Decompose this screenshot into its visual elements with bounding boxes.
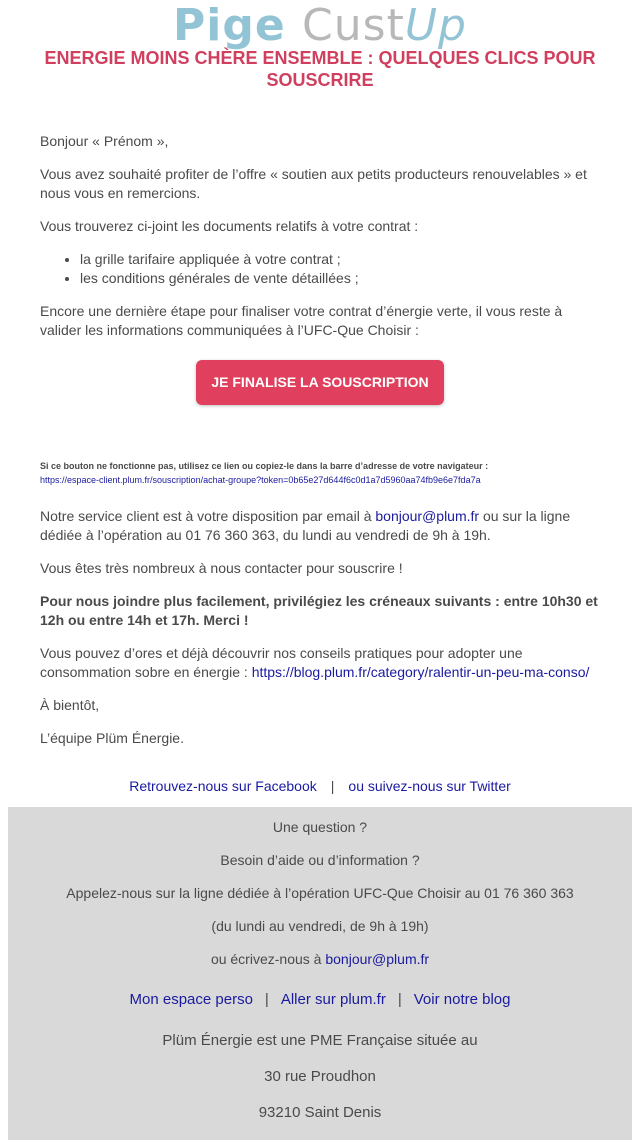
- footer-separator: |: [397, 991, 402, 1008]
- footer-write-text: ou écrivez-nous à: [210, 951, 326, 967]
- social-separator: |: [330, 778, 335, 794]
- greeting: Bonjour « Prénom »,: [40, 133, 169, 149]
- social-links: [0, 777, 640, 796]
- documents-intro: Vous trouverez ci-joint les documents relatifs à votre contrat :: [40, 218, 419, 234]
- footer-hours: (du lundi au vendredi, de 9h à 19h): [211, 918, 429, 934]
- facebook-link[interactable]: Retrouvez-nous sur Facebook: [129, 778, 317, 794]
- pigecustup-watermark: [0, 0, 640, 52]
- support-email-link[interactable]: bonjour@plum.fr: [375, 508, 480, 524]
- footer-nav: [8, 990, 632, 1009]
- watermark-part-pige: Pige: [173, 0, 303, 51]
- footer-email-link[interactable]: bonjour@plum.fr: [325, 951, 430, 967]
- blog-link[interactable]: Voir notre blog: [413, 991, 511, 1008]
- footer-phone-line: Appelez-nous sur la ligne dédiée à l’opération UFC-Que Choisir au 01 76 360 363: [66, 885, 574, 901]
- document-item: • les conditions générales de vente détaillées ;: [80, 269, 600, 288]
- fallback-link-block: [40, 459, 620, 487]
- plum-site-link[interactable]: Aller sur plum.fr: [280, 991, 386, 1008]
- finalize-subscription-button[interactable]: JE FINALISE LA SOUSCRIPTION: [196, 360, 444, 405]
- footer: [8, 807, 632, 1140]
- footer-street: 30 rue Proudhon: [264, 1068, 376, 1085]
- twitter-link[interactable]: ou suivez-nous sur Twitter: [348, 778, 511, 794]
- support-text-before: Notre service client est à votre disposition par email à: [40, 508, 376, 524]
- email-title: ENERGIE MOINS CHÈRE ENSEMBLE : QUELQUES CLICS POUR SOUSCRIRE: [44, 48, 596, 90]
- support-paragraph: [40, 507, 600, 545]
- footer-company: Plüm Énergie est une PME Française située au: [162, 1032, 478, 1049]
- footer-question: Une question ?: [272, 819, 368, 835]
- best-times-paragraph: Pour nous joindre plus facilement, privilégiez les créneaux suivants : entre 10h30 et 12h ou entre 14h et 17h. Merci !: [40, 593, 598, 628]
- documents-list: [40, 250, 600, 288]
- final-step-paragraph: Encore une dernière étape pour finaliser votre contrat d’énergie verte, il vous reste à valider les informations communiquées à l’UFC-Que Choisir :: [40, 303, 563, 338]
- watermark-part-up: Up: [404, 0, 467, 51]
- fallback-url-link[interactable]: https://espace-client.plum.fr/souscription/achat-groupe?token=0b65e27d644f6c0d1a7d5960aa74fb9e6e7fda7a: [40, 475, 481, 485]
- farewell: À bientôt,: [40, 697, 100, 713]
- tips-paragraph: [40, 644, 600, 682]
- tips-text: Vous pouvez d’ores et déjà découvrir nos conseils pratiques pour adopter une consommation sobre en énergie :: [40, 645, 523, 680]
- footer-city: 93210 Saint Denis: [258, 1104, 382, 1121]
- watermark-part-cust: Cust: [302, 0, 405, 51]
- footer-help: Besoin d’aide ou d’information ?: [220, 852, 420, 868]
- many-contacts-paragraph: Vous êtes très nombreux à nous contacter pour souscrire !: [40, 560, 403, 576]
- thanks-paragraph: Vous avez souhaité profiter de l’offre « soutien aux petits producteurs renouvelables » et nous vous en remercions.: [40, 166, 587, 201]
- support-text-after: ou sur la ligne dédiée à l’opération au 01 76 360 363, du lundi au vendredi de 9h à 19h.: [40, 508, 571, 543]
- blog-tips-link[interactable]: https://blog.plum.fr/category/ralentir-un-peu-ma-conso/: [251, 664, 590, 680]
- my-account-link[interactable]: Mon espace perso: [129, 991, 253, 1008]
- document-item: • la grille tarifaire appliquée à votre contrat ;: [80, 250, 600, 269]
- signature: L’équipe Plüm Énergie.: [40, 730, 184, 746]
- fallback-label: Si ce bouton ne fonctionne pas, utilisez ce lien ou copiez-le dans la barre d’adresse de votre navigateur :: [40, 461, 489, 471]
- footer-write-us: [8, 950, 632, 969]
- footer-separator: |: [264, 991, 269, 1008]
- documents-list-container: [40, 250, 600, 288]
